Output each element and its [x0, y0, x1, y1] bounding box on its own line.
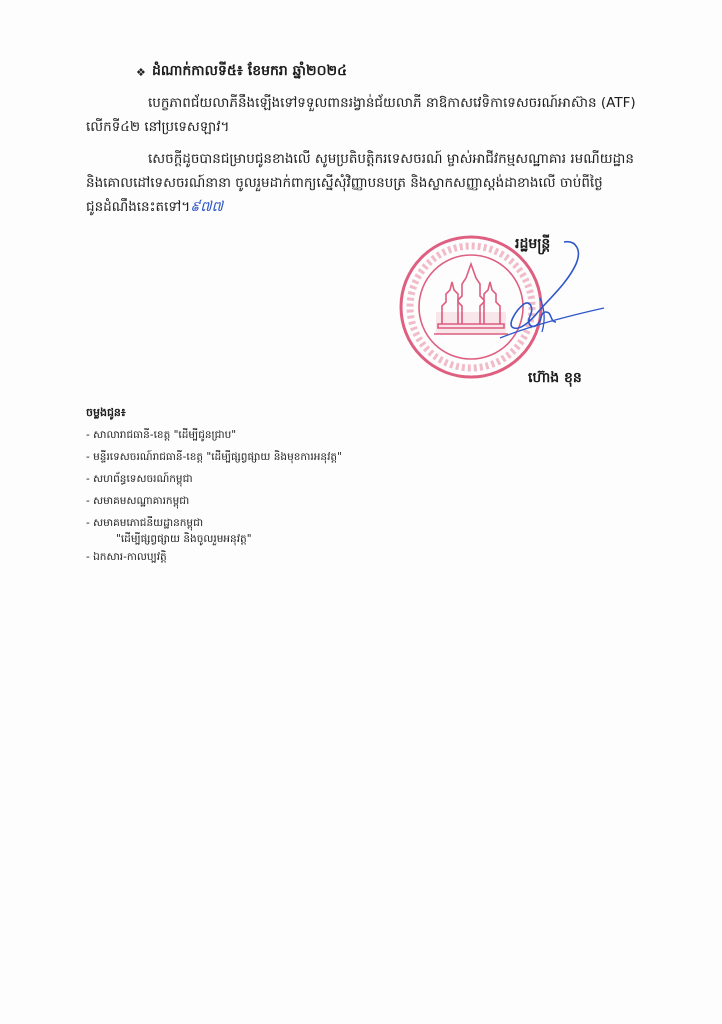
signatory-name: ហ៊ោង ខុន	[528, 370, 582, 386]
handwritten-note: ៩៧៧	[190, 199, 224, 215]
paragraph2-line3-text: ជូនដំណឹងនេះតទៅ។	[86, 199, 191, 215]
recipient-item-continuation: "ដើម្បីផ្សព្វផ្សាយ និងចូលរួមអនុវត្ត"	[116, 533, 252, 545]
recipient-item: - សមាគមសណ្ឋាគារកម្ពុជា	[86, 495, 190, 507]
recipient-item: - សហព័ន្ធទេសចរណ៍កម្ពុជា	[86, 473, 193, 485]
paragraph2-line2: និងគោលដៅទេសចរណ៍នានា ចូលរួមដាក់ពាក្យស្នើសុំវិញ្ញាបនបត្រ និងស្លាកសញ្ញាស្តង់ដាខាងលើ ចាប់ពីថ្ងៃ	[86, 175, 603, 191]
paragraph2-line1: សេចក្តីដូចបានជម្រាបជូនខាងលើ សូមប្រតិបត្តិករទេសចរណ៍ ម្ចាស់អាជីវកម្មសណ្ឋាគារ រមណីយដ្ឋាន	[148, 151, 634, 167]
paragraph1-line2: លើកទី៤២ នៅប្រទេសឡាវ។	[86, 119, 230, 135]
recipient-item: - មន្ទីរទេសចរណ៍រាជធានី-ខេត្ត "ដើម្បីផ្សព្វផ្សាយ និងមុខការអនុវត្ត"	[86, 451, 342, 463]
recipient-item: - ឯកសារ-កាលប្បវត្តិ	[86, 551, 167, 563]
phase-title: ដំណាក់កាលទី៥៖ ខែមករា ឆ្នាំ២០២៤	[152, 63, 348, 79]
paragraph1-line1: បេក្ខភាពជ័យលាភីនឹងឡើងទៅទទួលពានរង្វាន់ជ័យលាភី នាឱកាសវេទិកាទេសចរណ៍អាស៊ាន (ATF)	[148, 95, 636, 111]
recipients-heading: ចម្លងជូន៖	[86, 406, 126, 419]
diamond-bullet-icon: ❖	[136, 66, 146, 79]
handwritten-signature	[480, 238, 610, 348]
signatory-title: រដ្ឋមន្ត្រី	[515, 236, 551, 252]
paragraph2-line3	[86, 198, 223, 216]
recipient-item: - សមាគមភោជនីយដ្ឋានកម្ពុជា	[86, 517, 204, 529]
recipient-item: - សាលារាជធានី-ខេត្ត "ដើម្បីជូនជ្រាប"	[86, 429, 237, 441]
